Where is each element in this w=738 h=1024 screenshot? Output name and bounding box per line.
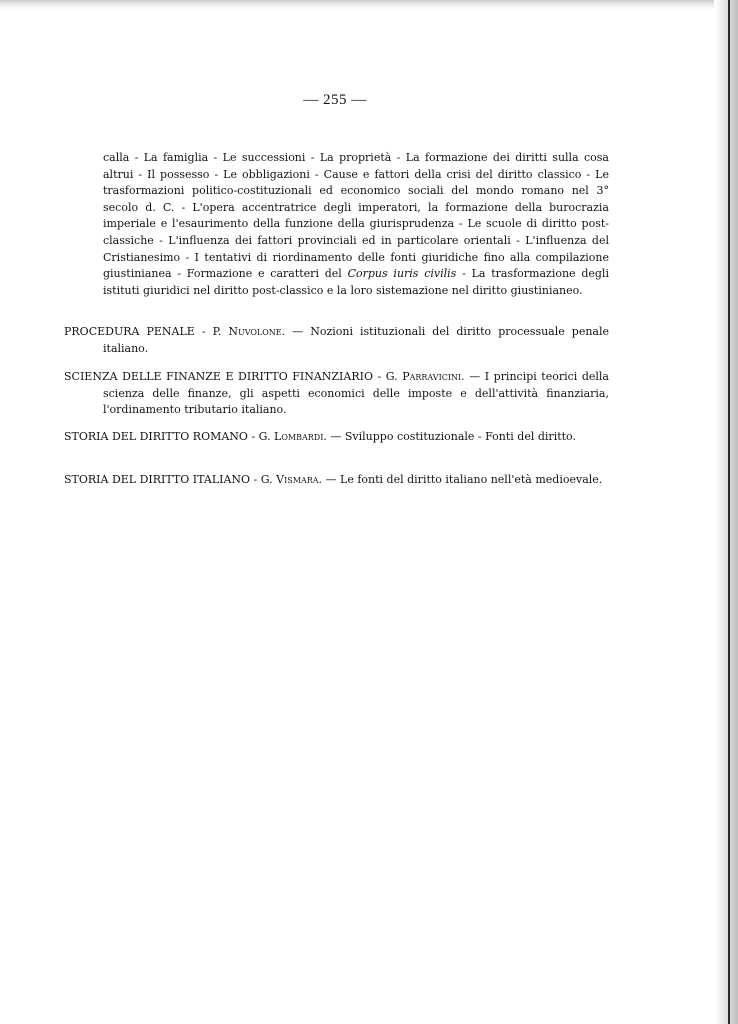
- course-entry-storia-diritto-romano: [64, 429, 609, 446]
- intro-italic-title: Corpus iuris civilis: [347, 267, 457, 281]
- author-name: G. Parravicini.: [385, 370, 465, 383]
- scan-top-edge: [0, 0, 738, 10]
- intro-text-part-2: - La trasformazione degli istituti giuridici nel diritto post-classico e la loro sistemazione nel diritto giustinianeo.: [103, 267, 609, 297]
- course-entry-scienza-finanze: [64, 369, 609, 419]
- course-title: STORIA DEL DIRITTO ROMANO: [64, 430, 248, 443]
- course-description: Nozioni istituzionali del diritto processuale penale italiano.: [103, 325, 610, 355]
- dash: —: [285, 325, 311, 338]
- separator: -: [373, 370, 386, 383]
- course-description: Le fonti del diritto italiano nell'età medioevale.: [340, 473, 603, 486]
- separator: -: [247, 430, 259, 443]
- scan-right-edge: [714, 0, 738, 1024]
- course-entry-storia-diritto-italiano: [64, 472, 609, 489]
- course-entry-procedura-penale: [64, 324, 609, 357]
- course-title: PROCEDURA PENALE: [64, 325, 195, 338]
- course-title: STORIA DEL DIRITTO ITALIANO: [64, 473, 251, 486]
- author-name: P. Nuvolone.: [212, 325, 286, 338]
- intro-text-part-1: calla - La famiglia - Le successioni - La proprietà - La formazione dei diritti sulla cosa altrui - Il possesso - Le obbligazioni - Cause e fattori della crisi del diritto classico - Le trasformazioni politico-costituzionali ed economico sociali del mondo romano nel 3° secolo d. C. - L'opera accentratrice degli imperatori, la formazione della burocrazia imperiale e l'esaurimento della funzione della giurisprudenza - Le scuole di diritto post-classiche - L'influenza dei fattori provinciali ed in particolare orientali - L'influenza del Cristianesimo - I tentativi di riordinamento delle fonti giuridiche fino alla compilazione giustinianea - Formazione e caratteri del: [103, 151, 609, 281]
- course-title: SCIENZA DELLE FINANZE E DIRITTO FINANZIARIO: [64, 370, 373, 383]
- intro-paragraph: [103, 150, 609, 299]
- dash: —: [326, 430, 345, 443]
- author-name: G. Lombardi.: [258, 430, 327, 443]
- separator: -: [194, 325, 213, 338]
- course-description: Sviluppo costituzionale - Fonti del diritto.: [344, 430, 576, 443]
- dash: —: [464, 370, 485, 383]
- separator: -: [250, 473, 261, 486]
- scan-binding-line: [728, 0, 730, 1024]
- author-name: G. Vismara.: [260, 473, 323, 486]
- page-number: — 255 —: [303, 92, 367, 108]
- course-description: I principi teorici della scienza delle finanze, gli aspetti economici delle imposte e dell'attività finanziaria, l'ordinamento tributario italiano.: [103, 370, 609, 417]
- dash: —: [322, 473, 341, 486]
